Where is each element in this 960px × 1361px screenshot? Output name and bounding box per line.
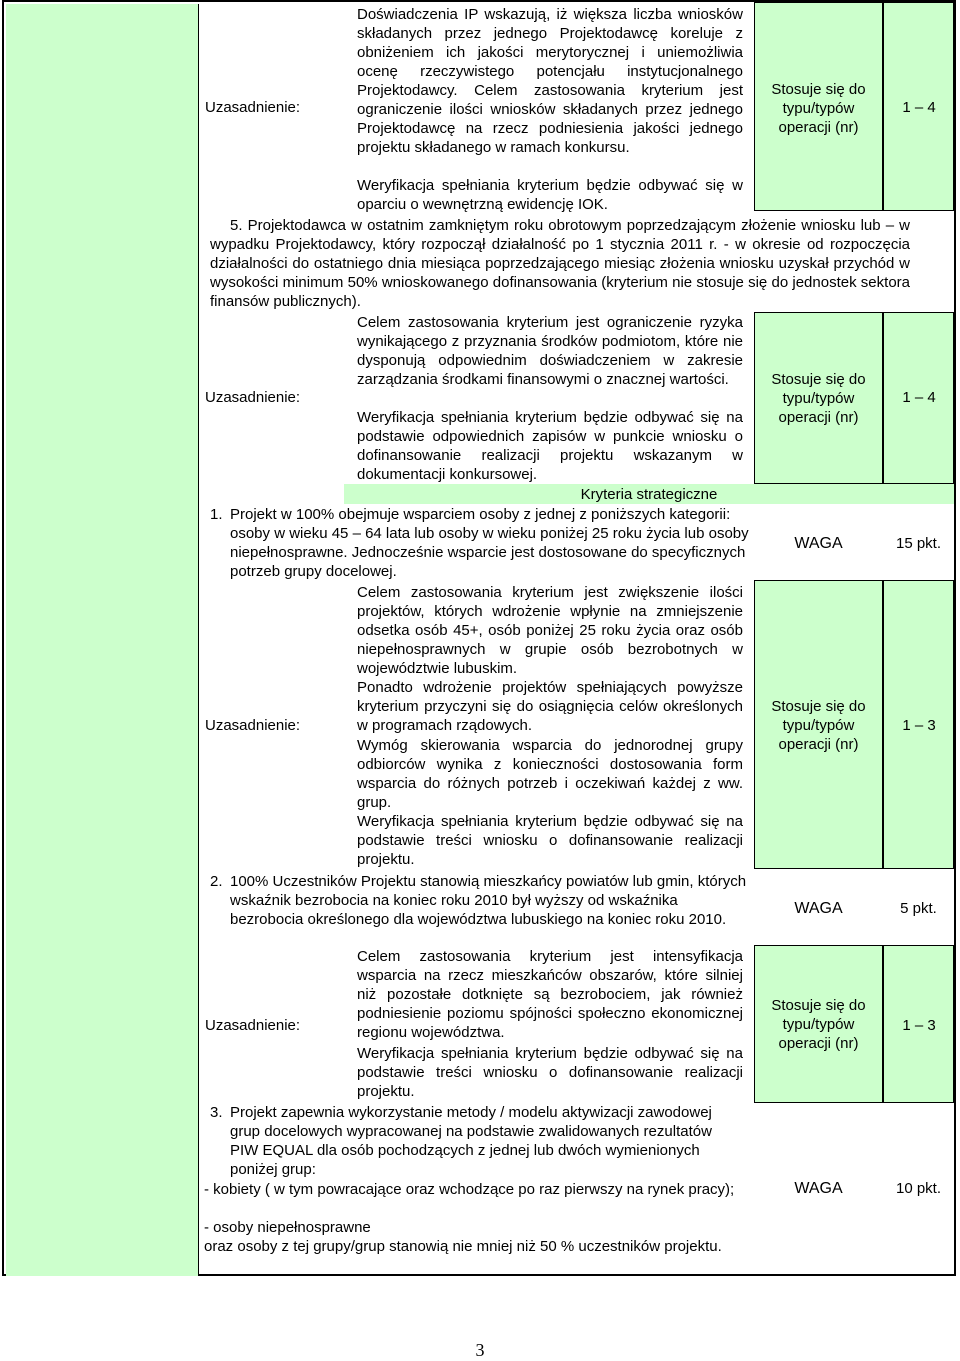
justification-text-c2: Ponadto wdrożenie projektów spełniających powyższe kryterium przyczyni się do osiągnięcia celów określonych w programach rządowych. bbox=[357, 679, 743, 734]
range-text-c: 1 – 3 bbox=[902, 717, 936, 734]
strategic-3-text: Projekt zapewnia wykorzystanie metody / modelu aktywizacji zawodowej grup docelowych wypracowanej na podstawie zwalidowanych rezultatów PIW EQUAL dla osób pochodzących z jednej lub dwóch wymienionych poniżej grup: bbox=[230, 1104, 712, 1178]
range-text-a: 1 – 4 bbox=[902, 99, 936, 116]
justification-label-a: Uzasadnienie: bbox=[205, 99, 301, 116]
applies-text-b: Stosuje się do typu/typów operacji (nr) bbox=[771, 371, 866, 426]
strategic-3-waga: WAGA bbox=[794, 1180, 843, 1197]
strategic-2-waga: WAGA bbox=[794, 900, 843, 917]
justification-text-a: Doświadczenia IP wskazują, iż większa liczba wniosków składanych przez jednego Projektodawcę koreluje z obniżeniem ich jakości merytorycznej i uniemożliwia ocenę rzeczywistego potencjału instytucjonalnego Projektodawcy. Celem zastosowania kryterium jest ograniczenie ilości wniosków składanych przez jednego Projektodawcę na rzecz podniesienia jakości jednego projektu składanego w ramach konkursu. bbox=[357, 6, 743, 156]
strategic-1-number: 1. bbox=[210, 506, 223, 523]
justification-text-b: Celem zastosowania kryterium jest ograniczenie ryzyka wynikającego z przyznania środków podmiotom, które nie dysponują odpowiednim doświadczeniem w zakresie zarządzania środkami finansowymi o znacznej wartości. bbox=[357, 314, 743, 388]
justification-label-b: Uzasadnienie: bbox=[205, 389, 301, 406]
applies-text-d: Stosuje się do typu/typów operacji (nr) bbox=[771, 997, 866, 1052]
applies-text-c: Stosuje się do typu/typów operacji (nr) bbox=[771, 698, 866, 753]
justification-label-d: Uzasadnienie: bbox=[205, 1017, 301, 1034]
strategic-1-text: Projekt w 100% obejmuje wsparciem osoby z jednej z poniższych kategorii: osoby w wieku 45 – 64 lata lub osoby w wieku poniżej 25 roku życia lub osoby niepełnosprawne. Jednocześnie wsparcie jest dostosowane do specyficznych potrzeb grupy docelowej. bbox=[230, 506, 749, 580]
strategic-3-tail: oraz osoby z tej grupy/grup stanowią nie mniej niż 50 % uczestników projektu. bbox=[204, 1238, 722, 1255]
justification-text-d2: Weryfikacja spełniania kryterium będzie odbywać się na podstawie treści wniosku o dofinansowanie realizacji projektu. bbox=[357, 1045, 743, 1100]
strategic-3-number: 3. bbox=[210, 1104, 223, 1121]
page-number: 3 bbox=[475, 1340, 485, 1360]
strategic-2-text: 100% Uczestników Projektu stanowią mieszkańcy powiatów lub gmin, których wskaźnik bezrobocia na koniec roku 2010 był wyższy od wskaźnika bezrobocia określonego dla województwa lubuskiego na koniec roku 2010. bbox=[230, 873, 747, 928]
range-text-d: 1 – 3 bbox=[902, 1017, 936, 1034]
left-column-background bbox=[6, 4, 199, 1276]
strategic-2-number: 2. bbox=[210, 873, 223, 890]
strategic-2-points: 5 pkt. bbox=[900, 900, 937, 917]
criterion-5-text: 5. Projektodawca w ostatnim zamkniętym roku obrotowym poprzedzającym złożenie wniosku lub – w wypadku Projektodawcy, który rozpoczął działalność po 1 stycznia 2011 r. - w okresie od rozpoczęcia działalności do ostatniego dnia miesiąca poprzedzającego miesiąc złożenia wniosku uzyskał przychód w wysokości minimum 50% wnioskowanego dofinansowania (kryterium nie stosuje się do jednostek sektora finansów publicznych). bbox=[210, 217, 910, 310]
strategic-1-points: 15 pkt. bbox=[895, 535, 942, 552]
applies-text-a: Stosuje się do typu/typów operacji (nr) bbox=[771, 81, 866, 136]
justification-text-c1: Celem zastosowania kryterium jest zwiększenie ilości projektów, których wdrożenie wpłynie na zmniejszenie odsetka osób 45+, osób poniżej 25 roku życia oraz osób niepełnosprawnych w grupie osób bezrobotnych w województwie lubuskim. bbox=[357, 584, 743, 677]
range-text-b: 1 – 4 bbox=[902, 389, 936, 406]
justification-text-c3: Wymóg skierowania wsparcia do jednorodnej grupy odbiorców wynika z konieczności dostosowania form wsparcia do różnych potrzeb i oczekiwań każdej z ww. grup. bbox=[357, 737, 743, 811]
justification-text-b2: Weryfikacja spełniania kryterium będzie odbywać się na podstawie odpowiednich zapisów w punkcie wniosku o dofinansowanie realizacji projektu wskazanym w dokumentacji konkursowej. bbox=[357, 409, 743, 483]
justification-text-c4: Weryfikacja spełniania kryterium będzie odbywać się na podstawie treści wniosku o dofinansowanie realizacji projektu. bbox=[357, 813, 743, 868]
strategic-header: Kryteria strategiczne bbox=[580, 486, 718, 503]
justification-text-d1: Celem zastosowania kryterium jest intensyfikacja wsparcia na rzecz mieszkańców obszarów, które silniej niż pozostałe dotknięte są bezrobociem, jak również podniesienie poziomu spójności społeczno ekonomicznej regionu województwa. bbox=[357, 948, 743, 1041]
strategic-3-bullet1: - kobiety ( w tym powracające oraz wchodzące po raz pierwszy na rynek pracy); bbox=[204, 1181, 735, 1198]
justification-label-c: Uzasadnienie: bbox=[205, 717, 301, 734]
strategic-1-waga: WAGA bbox=[794, 535, 843, 552]
strategic-3-bullet2: - osoby niepełnosprawne bbox=[204, 1219, 371, 1236]
justification-text-a2: Weryfikacja spełniania kryterium będzie odbywać się w oparciu o wewnętrzną ewidencję IOK. bbox=[357, 177, 743, 213]
strategic-3-points: 10 pkt. bbox=[895, 1180, 942, 1197]
